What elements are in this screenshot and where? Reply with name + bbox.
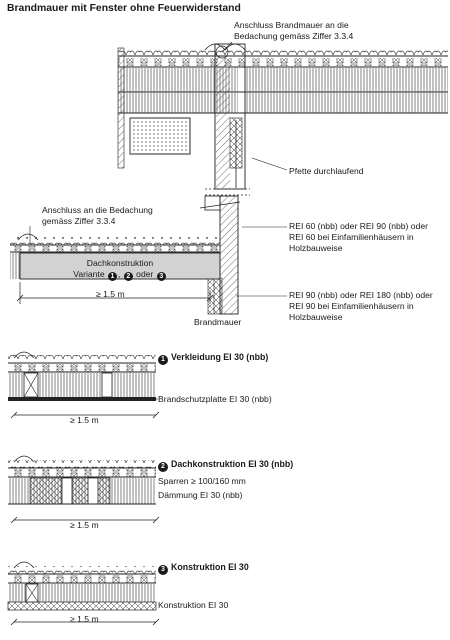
upper-roof [118,44,448,168]
marker-1-icon: 1 [158,355,168,365]
variant-2-section [8,456,159,523]
page-title: Brandmauer mit Fenster ohne Feuerwiderstand [7,3,241,14]
variant-1-dimension: ≥ 1.5 m [70,415,99,425]
variant-2-label-1: Sparren ≥ 100/160 mm [158,476,246,486]
variant-2-dimension: ≥ 1.5 m [70,520,99,530]
variant-3-dimension: ≥ 1.5 m [70,614,99,624]
variant-3-title: 3 Konstruktion EI 30 [158,562,249,575]
variant-1-label: Brandschutzplatte EI 30 (nbb) [158,394,272,404]
marker-1: 1 [108,272,117,281]
roof-construction-label: Dachkonstruktion Variante 1 , 2 oder 3 [20,258,220,281]
marker-2: 2 [124,272,133,281]
variant-3-label: Konstruktion EI 30 [158,600,229,610]
label-rei60-2: REI 60 bei Einfamilienhäusern in [289,232,414,242]
variant-2-title: 2 Dachkonstruktion EI 30 (nbb) [158,459,293,472]
label-rei90-1: REI 90 (nbb) oder REI 180 (nbb) oder [289,290,433,300]
label-pfette: Pfette durchlaufend [289,166,364,176]
label-rei60-1: REI 60 (nbb) oder REI 90 (nbb) oder [289,221,429,231]
label-brandmauer: Brandmauer [194,317,242,327]
dimension-main: ≥ 1.5 m [96,289,125,299]
label-top-1: Anschluss Brandmauer an die [234,20,349,30]
variant-1-section [8,352,159,418]
marker-3-icon: 3 [158,565,168,575]
label-top-2: Bedachung gemäss Ziffer 3.3.4 [234,31,354,41]
variant-2-label-2: Dämmung EI 30 (nbb) [158,490,243,500]
marker-3: 3 [157,272,166,281]
label-rei90-2: REI 90 bei Einfamilienhäusern in [289,301,414,311]
label-left-2: gemäss Ziffer 3.3.4 [42,216,116,226]
label-rei60-3: Holzbauweise [289,243,343,253]
marker-2-icon: 2 [158,462,168,472]
label-left-1: Anschluss an die Bedachung [42,205,153,215]
variant-1-title: 1 Verkleidung EI 30 (nbb) [158,352,268,365]
label-rei90-3: Holzbauweise [289,312,343,322]
